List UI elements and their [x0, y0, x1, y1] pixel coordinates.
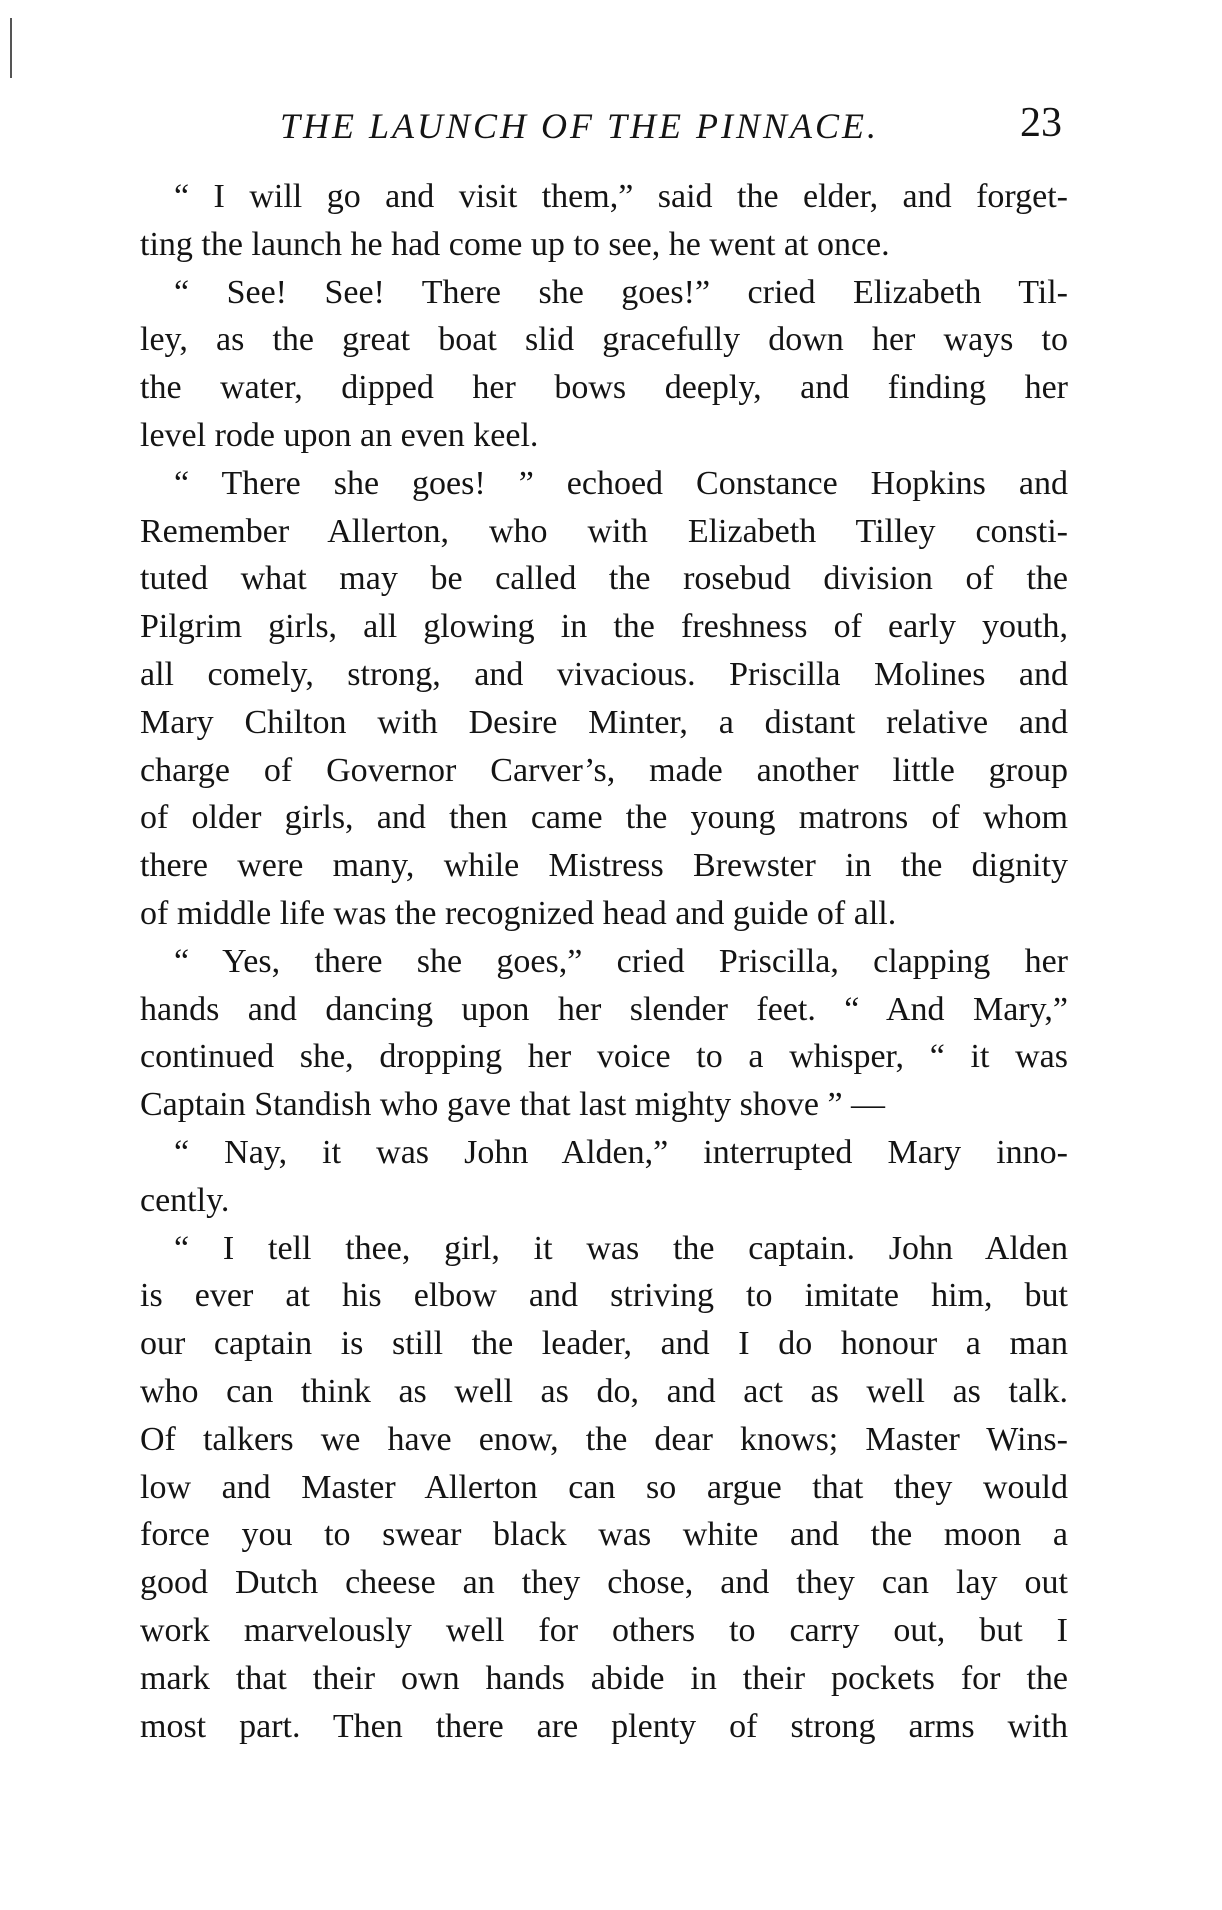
text-line: of older girls, and then came the young matrons of whom [140, 799, 1068, 837]
scan-edge-mark [10, 18, 12, 78]
text-line: ting the launch he had come up to see, he went at once. [140, 225, 890, 263]
text-line: force you to swear black was white and the moon a [140, 1516, 1068, 1554]
running-title: THE LAUNCH OF THE PINNACE. [280, 106, 880, 146]
text-line: cently. [140, 1181, 230, 1219]
text-line: work marvelously well for others to carry out, but I [140, 1611, 1068, 1649]
text-line: Remember Allerton, who with Elizabeth Tilley consti- [140, 512, 1068, 550]
text-line: charge of Governor Carver’s, made another little group [140, 751, 1068, 789]
text-line: all comely, strong, and vivacious. Priscilla Molines and [140, 655, 1068, 693]
text-line: Captain Standish who gave that last mighty shove ” — [140, 1086, 886, 1124]
text-line: hands and dancing upon her slender feet. “ And Mary,” [140, 990, 1068, 1028]
running-head [140, 95, 1068, 155]
text-line: “ Yes, there she goes,” cried Priscilla, clapping her [174, 942, 1068, 980]
text-line: is ever at his elbow and striving to imitate him, but [140, 1277, 1068, 1315]
text-line: our captain is still the leader, and I do honour a man [140, 1325, 1068, 1363]
text-line: level rode upon an even keel. [140, 416, 539, 454]
text-line: most part. Then there are plenty of strong arms with [140, 1707, 1068, 1745]
text-line: Mary Chilton with Desire Minter, a distant relative and [140, 703, 1068, 741]
text-line: “ There she goes! ” echoed Constance Hopkins and [174, 464, 1068, 502]
text-line: “ I will go and visit them,” said the elder, and forget- [174, 178, 1068, 215]
text-line: Of talkers we have enow, the dear knows; Master Wins- [140, 1420, 1068, 1458]
text-line: continued she, dropping her voice to a whisper, “ it was [140, 1038, 1068, 1076]
body-text [140, 173, 1068, 1750]
text-line: good Dutch cheese an they chose, and they can lay out [140, 1564, 1068, 1602]
text-line: low and Master Allerton can so argue that they would [140, 1468, 1068, 1506]
text-line: “ See! See! There she goes!” cried Elizabeth Til- [174, 273, 1068, 311]
text-line: tuted what may be called the rosebud division of the [140, 560, 1068, 598]
text-line: Pilgrim girls, all glowing in the freshness of early youth, [140, 608, 1068, 646]
book-page [140, 95, 1068, 1750]
text-line: who can think as well as do, and act as well as talk. [140, 1372, 1068, 1410]
text-line: “ I tell thee, girl, it was the captain. John Alden [174, 1229, 1068, 1267]
text-line: the water, dipped her bows deeply, and finding her [140, 369, 1068, 407]
text-line: mark that their own hands abide in their pockets for the [140, 1659, 1068, 1697]
text-line: there were many, while Mistress Brewster in the dignity [140, 847, 1068, 885]
text-line: “ Nay, it was John Alden,” interrupted Mary inno- [174, 1133, 1068, 1171]
text-line: of middle life was the recognized head and guide of all. [140, 894, 897, 932]
text-line: ley, as the great boat slid gracefully down her ways to [140, 321, 1068, 359]
page-number: 23 [1020, 100, 1062, 146]
